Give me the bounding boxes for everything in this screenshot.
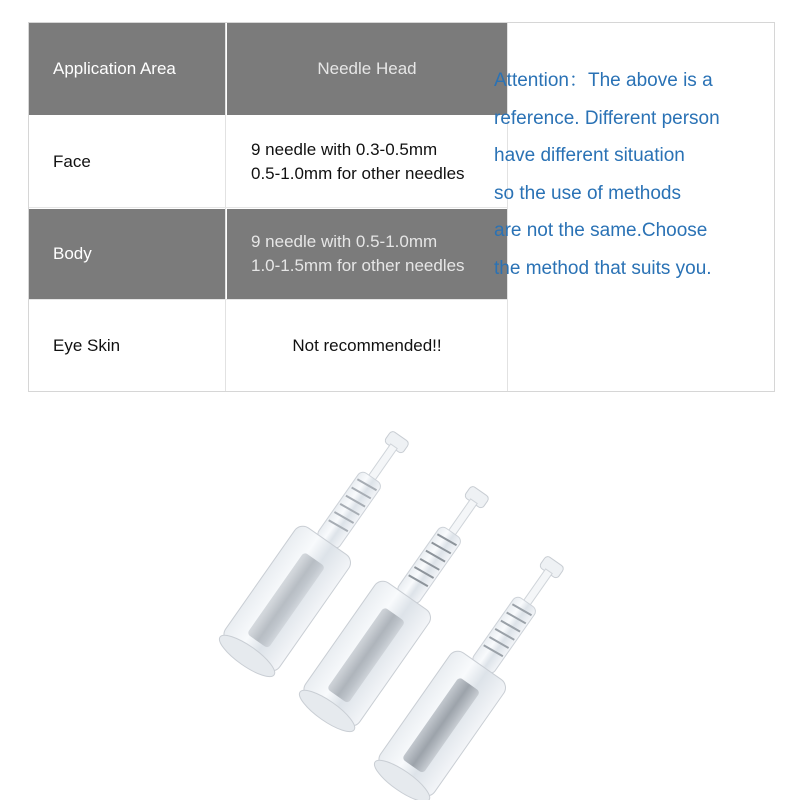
needle-spec-line: 9 needle with 0.3-0.5mm bbox=[251, 140, 438, 159]
needle-cartridges-photo bbox=[150, 395, 650, 800]
row-eye-skin-needle: Not recommended!! bbox=[227, 301, 507, 391]
needle-spec-line: 0.5-1.0mm for other needles bbox=[251, 164, 465, 183]
row-divider bbox=[29, 207, 507, 208]
row-eye-skin-area: Eye Skin bbox=[29, 301, 225, 391]
row-face-needle bbox=[227, 117, 507, 207]
row-body-area: Body bbox=[29, 209, 225, 299]
note-line: are not the same.Choose bbox=[494, 220, 708, 241]
header-needle-head: Needle Head bbox=[227, 23, 507, 115]
note-line: reference. Different person bbox=[494, 107, 720, 129]
needle-spec-line: 1.0-1.5mm for other needles bbox=[251, 256, 465, 275]
needle-cartridge-icon bbox=[369, 542, 583, 800]
row-face-area: Face bbox=[29, 117, 225, 207]
attention-note bbox=[494, 62, 744, 287]
needle-spec-line: 9 needle with 0.5-1.0mm bbox=[251, 232, 438, 251]
header-application-area: Application Area bbox=[29, 23, 225, 115]
row-body-needle bbox=[227, 209, 507, 299]
note-line: Attention：The above is a bbox=[494, 70, 713, 91]
note-line: so the use of methods bbox=[494, 182, 681, 204]
note-line: have different situation bbox=[494, 145, 685, 166]
row-divider bbox=[29, 299, 507, 300]
note-line: the method that suits you. bbox=[494, 257, 712, 279]
